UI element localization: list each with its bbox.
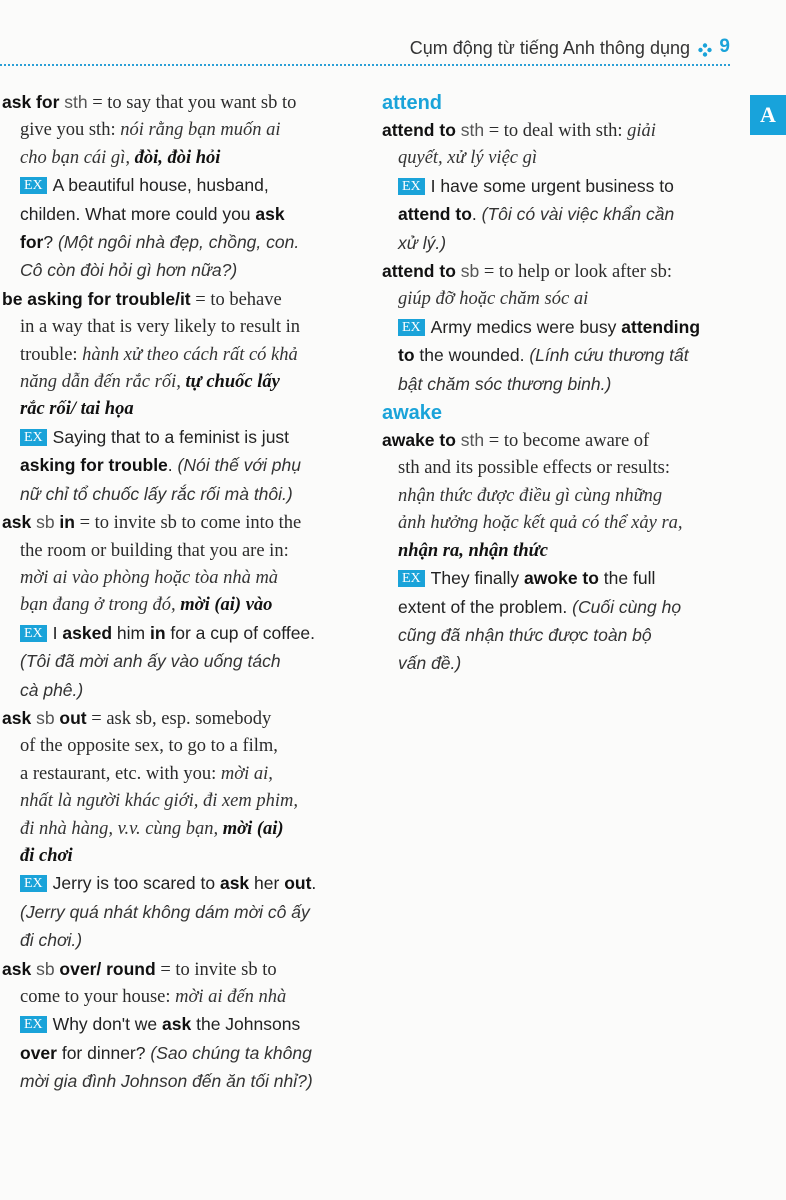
- ex-badge: EX: [398, 570, 425, 587]
- headword: attend to: [382, 261, 456, 282]
- example: EX They finally awoke to the full: [382, 565, 732, 593]
- entry-ask-out: ask sb out = ask sb, esp. somebody of the opposite sex, to go to a film, a restaurant, etc. with you: mời ai, nhất là người khác giới, đi xem phim, đi nhà hàng, v.v. cùng bạn, mời (ai) đi chơi EX Jerry is too scared to ask her out. (Jerry quá nhát không dám mời cô ấy đi chơi.): [2, 705, 352, 956]
- headword: be asking for trouble/it: [2, 288, 191, 309]
- example: EX I have some urgent business to: [382, 173, 732, 201]
- ex-badge: EX: [20, 429, 47, 446]
- example: EX A beautiful house, husband,: [2, 172, 352, 200]
- ex-badge: EX: [20, 1016, 47, 1033]
- example: EX Saying that to a feminist is just: [2, 424, 352, 452]
- page-header: [0, 34, 786, 68]
- header-divider: [0, 64, 730, 66]
- ex-badge: EX: [398, 178, 425, 195]
- headword: ask for: [2, 92, 60, 112]
- headword: ask: [2, 958, 32, 979]
- ex-badge: EX: [398, 319, 425, 336]
- right-column: [382, 89, 732, 679]
- headword: awake to: [382, 430, 456, 451]
- entry-attend-to-sth: attend to sth = to deal with sth: giải quyết, xử lý việc gì EX I have some urgent business to attend to. (Tôi có vài việc khẩn cần xử lý.): [382, 117, 732, 258]
- diamond-ornament-icon: [698, 43, 712, 57]
- book-title: Cụm động từ tiếng Anh thông dụng: [409, 38, 690, 58]
- page-number: 9: [719, 36, 730, 57]
- example: EX Jerry is too scared to ask her out.: [2, 870, 352, 898]
- example: EX Army medics were busy attending: [382, 314, 732, 342]
- left-column: [2, 89, 352, 1097]
- ex-badge: EX: [20, 625, 47, 642]
- headword: attend to: [382, 120, 456, 140]
- entry-asking-for-trouble: be asking for trouble/it = to behave in a way that is very likely to result in trouble: hành xử theo cách rất có khả năng dẫn đến rắc rối, tự chuốc lấy rắc rối/ tai họa EX Saying that to a feminist is just asking for trouble. (Nói thế với phụ nữ chỉ tổ chuốc lấy rắc rối mà thôi.): [2, 286, 352, 509]
- alphabet-tab: A: [750, 95, 786, 135]
- entry-ask-in: ask sb in = to invite sb to come into the the room or building that you are in: mời ai vào phòng hoặc tòa nhà mà bạn đang ở trong đó, mời (ai) vào EX I asked him in for a cup of coffee. (Tôi đã mời anh ấy vào uống tách cà phê.): [2, 509, 352, 705]
- example: EX I asked him in for a cup of coffee.: [2, 620, 352, 648]
- ex-badge: EX: [20, 177, 47, 194]
- example: EX Why don't we ask the Johnsons: [2, 1011, 352, 1039]
- headword: ask: [2, 512, 32, 533]
- section-heading-attend: attend: [382, 92, 442, 114]
- headword: ask: [2, 707, 32, 728]
- entry-attend-to-sb: attend to sb = to help or look after sb: giúp đỡ hoặc chăm sóc ai EX Army medics were busy attending to the wounded. (Lính cứu thương tất bật chăm sóc thương binh.): [382, 258, 732, 399]
- entry-ask-for: ask for sth = to say that you want sb to give you sth: nói rằng bạn muốn ai cho bạn cái gì, đòi, đòi hỏi EX A beautiful house, husband, childen. What more could you ask for? (Một ngôi nhà đẹp, chồng, con. Cô còn đòi hỏi gì hơn nữa?): [2, 89, 352, 286]
- entry-awake-to: awake to sth = to become aware of sth and its possible effects or results: nhận thức được điều gì cùng những ảnh hưởng hoặc kết quả có thể xảy ra, nhận ra, nhận thức EX They finally awoke to the full extent of the problem. (Cuối cùng họ cũng đã nhận thức được toàn bộ vấn đề.): [382, 427, 732, 679]
- ex-badge: EX: [20, 875, 47, 892]
- section-heading-awake: awake: [382, 402, 443, 425]
- entry-ask-over: ask sb over/ round = to invite sb to come to your house: mời ai đến nhà EX Why don't we ask the Johnsons over for dinner? (Sao chúng ta không mời gia đình Johnson đến ăn tối nhỉ?): [2, 956, 352, 1097]
